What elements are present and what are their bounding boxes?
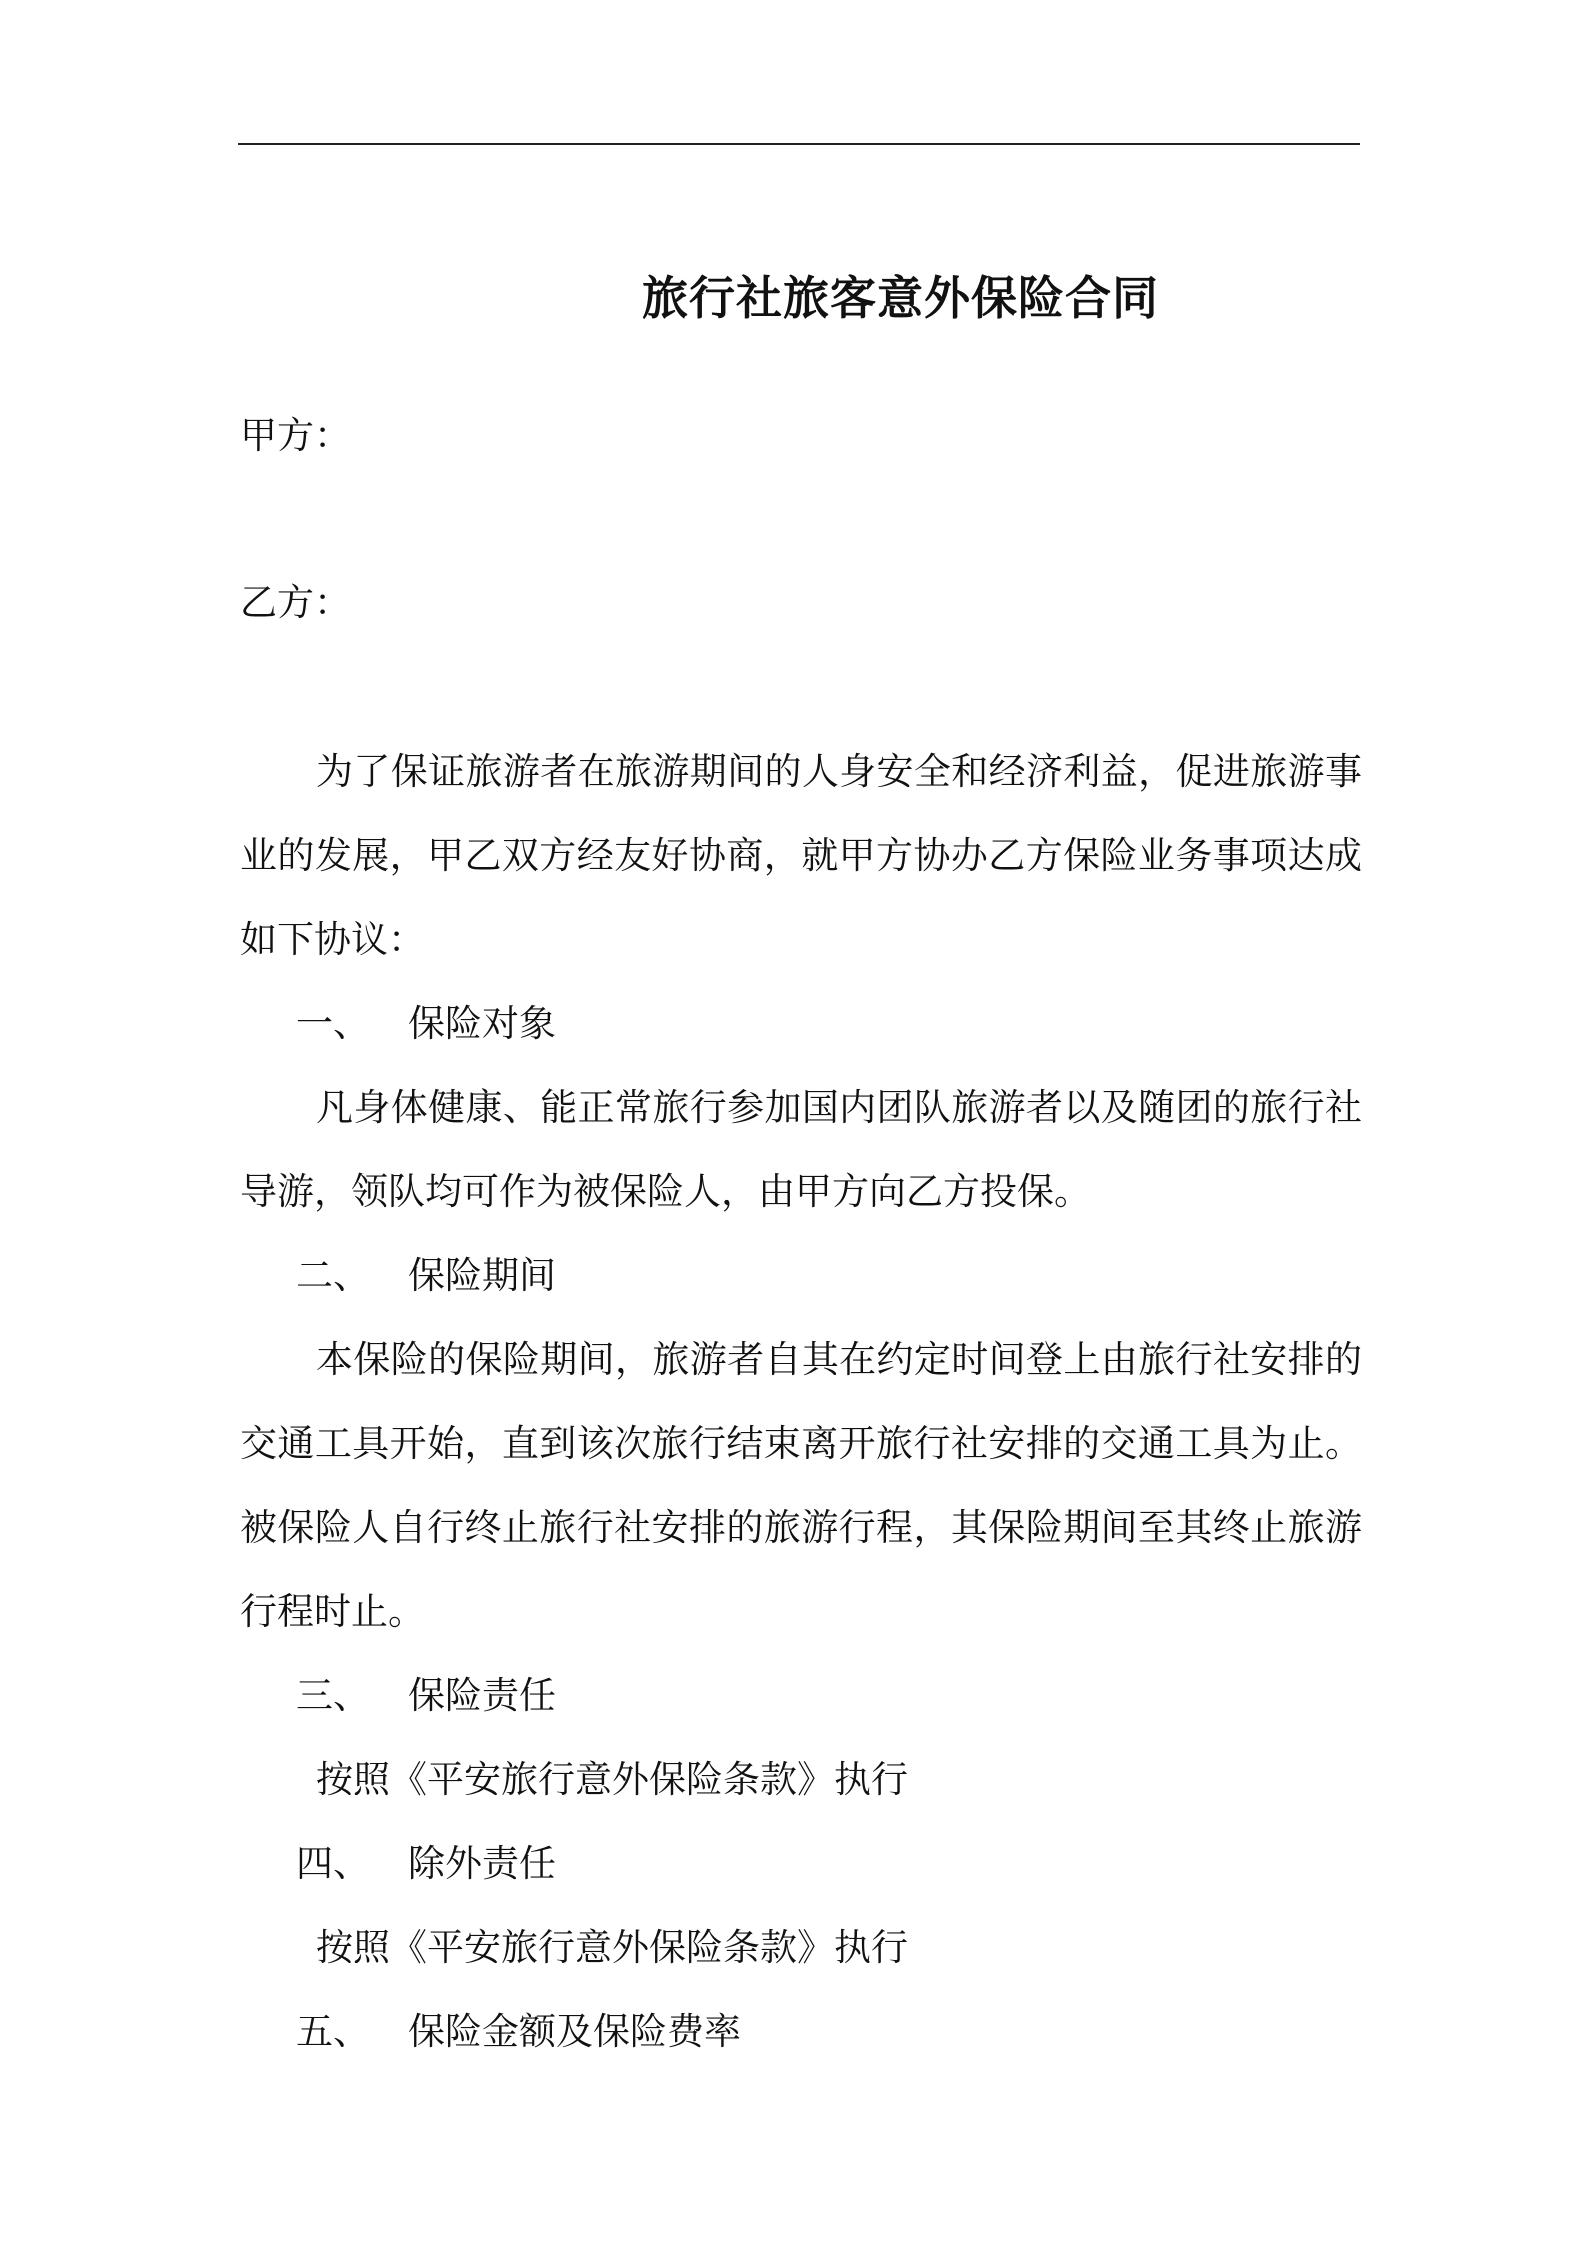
section-title: 保险对象	[408, 1002, 556, 1045]
intro-paragraph: 为了保证旅游者在旅游期间的人身安全和经济利益，促进旅游事业的发展，甲乙双方经友好协商，就甲方协办乙方保险业务事项达成如下协议：	[240, 750, 1362, 961]
section-number: 四、	[296, 1842, 370, 1885]
document-title: 旅行社旅客意外保险合同	[642, 271, 1159, 325]
section-number: 一、	[296, 1002, 370, 1045]
section-heading-5	[240, 1990, 1362, 2074]
section-heading-4	[240, 1822, 1362, 1906]
section-title: 除外责任	[408, 1842, 556, 1885]
section-title: 保险金额及保险费率	[408, 2010, 741, 2053]
section-number: 五、	[296, 2010, 370, 2053]
section-body-2: 本保险的保险期间，旅游者自其在约定时间登上由旅行社安排的交通工具开始，直到该次旅行结束离开旅行社安排的交通工具为止。被保险人自行终止旅行社安排的旅游行程，其保险期间至其终止旅游行程时止。	[240, 1338, 1362, 1633]
contract-body	[240, 730, 1362, 2074]
section-body-1: 凡身体健康、能正常旅行参加国内团队旅游者以及随团的旅行社导游，领队均可作为被保险人，由甲方向乙方投保。	[240, 1086, 1362, 1213]
section-heading-1	[240, 982, 1362, 1066]
section-body-3: 按照《平安旅行意外保险条款》执行	[316, 1758, 908, 1801]
header-rule	[238, 143, 1360, 145]
section-title: 保险期间	[408, 1254, 556, 1297]
section-body-4: 按照《平安旅行意外保险条款》执行	[316, 1926, 908, 1969]
section-heading-2	[240, 1234, 1362, 1318]
section-number: 二、	[296, 1254, 370, 1297]
section-title: 保险责任	[408, 1674, 556, 1717]
section-heading-3	[240, 1654, 1362, 1738]
section-number: 三、	[296, 1674, 370, 1717]
party-b-label: 乙方：	[240, 581, 351, 624]
party-a-label: 甲方：	[240, 414, 351, 457]
